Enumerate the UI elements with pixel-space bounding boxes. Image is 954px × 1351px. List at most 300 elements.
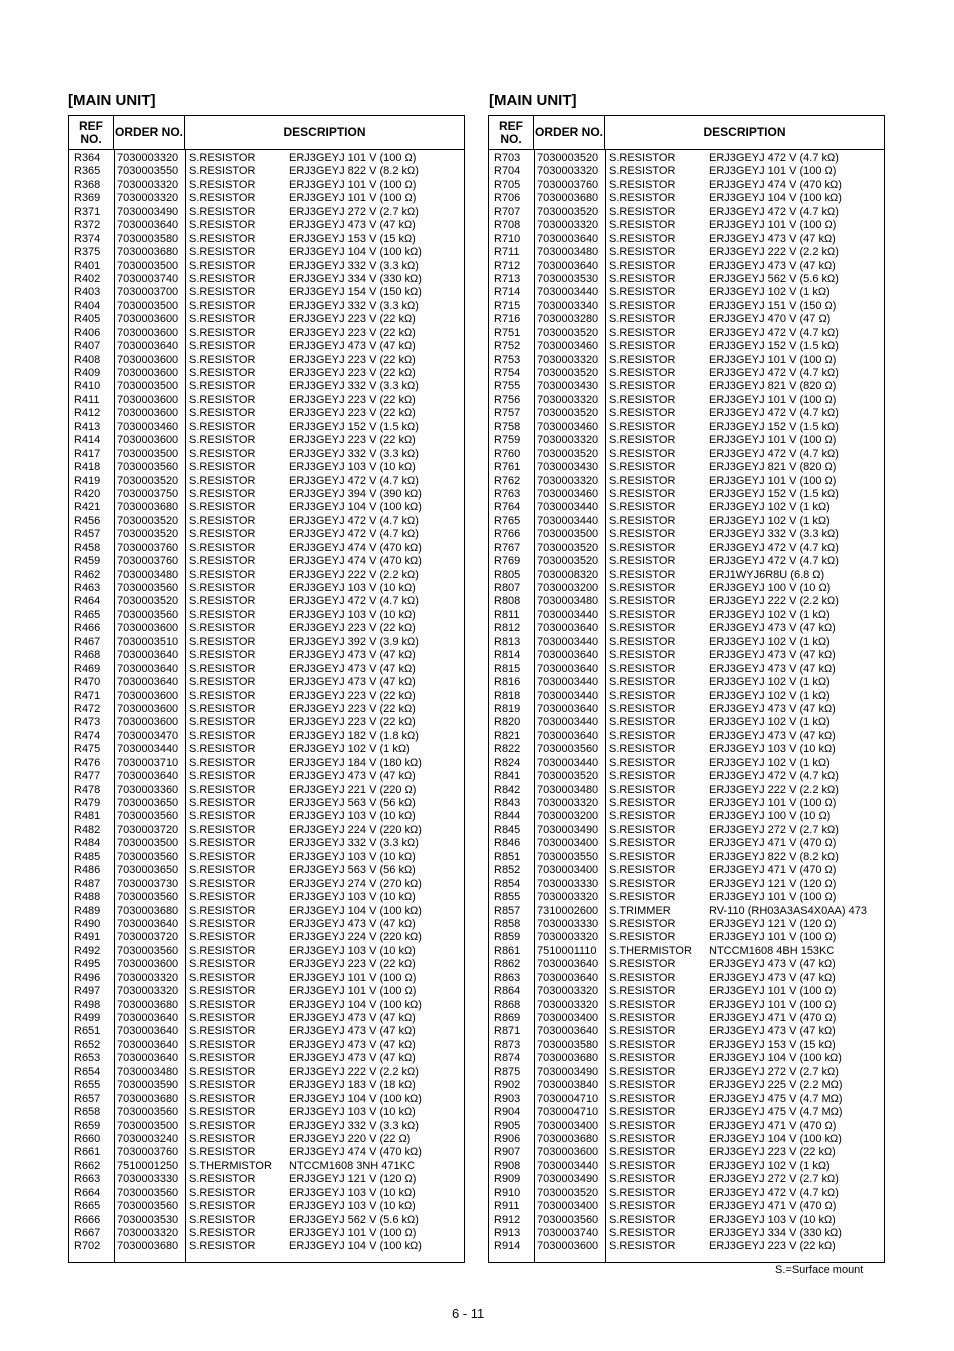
part-spec: ERJ3GEYJ 272 V (2.7 kΩ) [289,205,419,218]
ref-no: R476 [74,756,101,769]
parts-table-left [68,115,465,1263]
ref-no: R820 [494,716,521,729]
ref-no: R403 [74,286,101,299]
table-row [489,1173,884,1186]
part-spec: ERJ3GEYJ 223 V (22 kΩ) [709,1146,836,1159]
part-type: S.RESISTOR [609,622,676,635]
table-row [489,757,884,770]
part-spec: ERJ3GEYJ 473 V (47 kΩ) [709,649,836,662]
part-spec: ERJ3GEYJ 475 V (4.7 MΩ) [709,1106,843,1119]
table-row [69,340,464,353]
ref-no: R661 [74,1146,101,1159]
table-row [69,380,464,393]
ref-no: R496 [74,971,101,984]
part-type: S.RESISTOR [189,635,256,648]
order-no: 7030003440 [537,1159,599,1172]
part-type: S.RESISTOR [189,931,256,944]
ref-no: R712 [494,259,521,272]
part-type: S.RESISTOR [609,917,676,930]
ref-no: R651 [74,1025,101,1038]
table-row [489,609,884,622]
order-no: 7030003730 [117,877,179,890]
part-spec: ERJ3GEYJ 101 V (100 Ω) [709,165,837,178]
part-type: S.RESISTOR [609,676,676,689]
order-no: 7030003320 [537,797,599,809]
part-spec: ERJ3GEYJ 472 V (4.7 kΩ) [709,770,839,783]
ref-no: R710 [494,232,521,245]
ref-no: R703 [494,152,521,164]
ref-no: R906 [494,1132,521,1145]
order-no: 7030003560 [117,1186,179,1199]
table-row [69,1240,464,1253]
part-spec: ERJ3GEYJ 472 V (4.7 kΩ) [709,326,839,339]
part-type: S.RESISTOR [189,461,256,474]
ref-no: R716 [494,313,521,326]
table-row [489,824,884,837]
part-spec: ERJ3GEYJ 472 V (4.7 kΩ) [709,1186,839,1199]
part-type: S.RESISTOR [189,1012,256,1024]
ref-no: R489 [74,904,101,917]
order-no: 7030003520 [117,474,179,487]
ref-no: R497 [74,985,101,998]
ref-no: R470 [74,676,101,689]
part-spec: ERJ3GEYJ 102 V (1 kΩ) [709,501,830,514]
part-type: S.RESISTOR [189,998,256,1011]
order-no: 7030003560 [537,743,599,756]
ref-no: R704 [494,165,521,178]
part-type: S.RESISTOR [189,595,256,608]
ref-no: R762 [494,474,521,487]
part-spec: ERJ3GEYJ 152 V (1.5 kΩ) [709,487,839,500]
table-row [489,286,884,299]
description-header: DESCRIPTION [703,125,786,139]
table-row [69,1120,464,1133]
table-row [69,878,464,891]
order-no: 7030003680 [537,1132,599,1145]
ref-no: R492 [74,944,101,957]
order-no: 7030003440 [537,608,599,621]
part-spec: ERJ3GEYJ 821 V (820 Ω) [709,380,837,393]
ref-no: R903 [494,1092,521,1105]
ref-no: R420 [74,487,101,500]
ref-no: R368 [74,178,101,191]
part-spec: ERJ3GEYJ 471 V (470 Ω) [709,1200,837,1213]
ref-no: R821 [494,729,521,742]
part-spec: ERJ3GEYJ 471 V (470 Ω) [709,1119,837,1132]
part-type: S.RESISTOR [189,1146,256,1159]
part-spec: ERJ3GEYJ 332 V (3.3 kΩ) [289,1119,419,1132]
table-row [489,380,884,393]
part-type: S.RESISTOR [609,1146,676,1159]
part-type: S.RESISTOR [189,367,256,379]
part-spec: ERJ3GEYJ 473 V (47 kΩ) [289,676,416,689]
order-no: 7030003680 [117,1240,179,1253]
part-spec: ERJ3GEYJ 104 V (100 kΩ) [709,1052,842,1065]
table-row [69,676,464,689]
ref-no: R863 [494,971,521,984]
part-spec: ERJ3GEYJ 473 V (47 kΩ) [289,917,416,930]
table-row [489,313,884,326]
part-type: S.RESISTOR [609,756,676,769]
order-no: 7510001250 [117,1159,179,1172]
order-no: 7030003530 [537,272,599,285]
ref-no: R844 [494,810,521,823]
part-type: S.RESISTOR [189,662,256,675]
part-type: S.RESISTOR [609,380,676,393]
table-row [489,300,884,313]
ref-no: R864 [494,985,521,998]
table-row [489,475,884,488]
ref-no: R754 [494,367,521,379]
table-row [69,179,464,192]
part-type: S.RESISTOR [609,165,676,178]
order-no: 7030003560 [117,850,179,863]
part-spec: ERJ3GEYJ 472 V (4.7 kΩ) [289,474,419,487]
order-no: 7030003700 [117,286,179,299]
order-no: 7030003680 [117,501,179,514]
part-type: S.RESISTOR [189,917,256,930]
part-spec: ERJ3GEYJ 223 V (22 kΩ) [289,702,416,715]
order-no: 7030003440 [537,756,599,769]
table-row [69,891,464,904]
table-row [489,501,884,514]
table-row [489,931,884,944]
order-no: 7030003640 [117,1012,179,1024]
order-no: 7030003460 [117,420,179,433]
ref-no: R484 [74,837,101,850]
order-no: 7030003680 [117,246,179,259]
part-type: S.RESISTOR [609,1025,676,1038]
part-spec: ERJ3GEYJ 474 V (470 kΩ) [709,178,842,191]
order-no: 7030003500 [117,1119,179,1132]
order-no: 7030003430 [537,461,599,474]
table-row [489,233,884,246]
table-row [69,1214,464,1227]
part-spec: ERJ3GEYJ 222 V (2.2 kΩ) [289,568,419,581]
order-no: 7030003750 [117,487,179,500]
table-row [69,354,464,367]
order-no: 7030003600 [117,353,179,366]
part-spec: ERJ3GEYJ 102 V (1 kΩ) [709,514,830,527]
table-row [489,784,884,797]
part-spec: ERJ3GEYJ 563 V (56 kΩ) [289,797,416,809]
ref-no: R477 [74,770,101,783]
part-spec: ERJ3GEYJ 821 V (820 Ω) [709,461,837,474]
order-no: 7030003740 [117,272,179,285]
part-spec: ERJ3GEYJ 100 V (10 Ω) [709,582,831,594]
table-row [489,743,884,756]
order-no: 7030003500 [117,837,179,850]
ref-no: R372 [74,219,101,232]
part-spec: ERJ3GEYJ 473 V (47 kΩ) [709,958,836,971]
part-type: S.RESISTOR [189,756,256,769]
ref-no: R665 [74,1200,101,1213]
part-spec: ERJ3GEYJ 332 V (3.3 kΩ) [289,380,419,393]
part-spec: ERJ3GEYJ 223 V (22 kΩ) [289,407,416,420]
order-no: 7030003320 [537,434,599,447]
part-type: S.RESISTOR [609,272,676,285]
ref-no: R472 [74,702,101,715]
part-type: S.RESISTOR [189,985,256,998]
part-spec: ERJ3GEYJ 103 V (10 kΩ) [289,891,416,904]
table-row [489,1093,884,1106]
part-spec: ERJ3GEYJ 100 V (10 Ω) [709,810,831,823]
part-type: S.RESISTOR [609,1227,676,1239]
ref-no: R707 [494,205,521,218]
part-spec: ERJ3GEYJ 474 V (470 kΩ) [289,555,422,568]
part-type: S.RESISTOR [609,1092,676,1105]
order-no: 7030003520 [117,595,179,608]
part-spec: ERJ3GEYJ 222 V (2.2 kΩ) [289,1065,419,1078]
part-type: S.RESISTOR [609,864,676,877]
table-row [489,542,884,555]
table-row [69,421,464,434]
part-spec: ERJ3GEYJ 222 V (2.2 kΩ) [709,246,839,259]
part-type: S.RESISTOR [189,783,256,796]
part-spec: ERJ3GEYJ 473 V (47 kΩ) [709,662,836,675]
part-spec: ERJ3GEYJ 473 V (47 kΩ) [709,729,836,742]
part-spec: ERJ3GEYJ 153 V (15 kΩ) [709,1038,836,1051]
part-spec: ERJ3GEYJ 332 V (3.3 kΩ) [289,259,419,272]
order-no: 7030003510 [117,635,179,648]
order-no: 7030003490 [537,1065,599,1078]
table-row [69,273,464,286]
part-type: S.RESISTOR [609,1065,676,1078]
ref-no: R409 [74,367,101,379]
part-type: S.RESISTOR [609,447,676,460]
order-no: 7030003600 [537,1240,599,1253]
order-no: 7030003640 [537,958,599,971]
table-row [69,300,464,313]
ref-no: R658 [74,1106,101,1119]
ref-no: R374 [74,232,101,245]
order-no: 7030003640 [537,729,599,742]
part-spec: ERJ3GEYJ 473 V (47 kΩ) [289,1052,416,1065]
ref-no: R498 [74,998,101,1011]
part-type: S.RESISTOR [189,353,256,366]
part-spec: ERJ3GEYJ 332 V (3.3 kΩ) [709,528,839,541]
part-type: S.TRIMMER [609,904,671,917]
order-no: 7030003560 [117,891,179,904]
part-spec: ERJ3GEYJ 473 V (47 kΩ) [289,1038,416,1051]
part-spec: ERJ3GEYJ 474 V (470 kΩ) [289,1146,422,1159]
part-type: S.RESISTOR [189,1079,256,1092]
part-type: S.RESISTOR [609,608,676,621]
order-no: 7030003460 [537,487,599,500]
order-no: 7030003560 [117,1200,179,1213]
ref-no: R756 [494,393,521,406]
table-row [69,985,464,998]
part-type: S.RESISTOR [189,165,256,178]
table-row [489,810,884,823]
part-spec: ERJ3GEYJ 392 V (3.9 kΩ) [289,635,419,648]
table-row [69,569,464,582]
part-spec: ERJ3GEYJ 102 V (1 kΩ) [709,635,830,648]
part-type: S.RESISTOR [189,299,256,312]
ref-no: R487 [74,877,101,890]
part-type: S.RESISTOR [609,326,676,339]
part-spec: ERJ3GEYJ 272 V (2.7 kΩ) [709,1065,839,1078]
table-row [489,636,884,649]
ref-no: R652 [74,1038,101,1051]
ref-no: R371 [74,205,101,218]
ref-no: R764 [494,501,521,514]
order-no: 7030003320 [117,1227,179,1239]
part-spec: ERJ1WYJ6R8U (6.8 Ω) [709,568,825,581]
part-spec: ERJ3GEYJ 121 V (120 Ω) [709,917,837,930]
table-row [489,1012,884,1025]
part-type: S.RESISTOR [609,891,676,904]
table-body [489,150,884,1262]
table-row [489,716,884,729]
part-type: S.RESISTOR [189,622,256,635]
ref-no: R713 [494,272,521,285]
ref-no: R753 [494,353,521,366]
part-type: S.RESISTOR [189,286,256,299]
part-type: S.RESISTOR [609,1052,676,1065]
part-type: S.RESISTOR [189,152,256,164]
table-row [69,905,464,918]
order-no: 7030003560 [117,582,179,594]
part-spec: ERJ3GEYJ 101 V (100 Ω) [289,985,417,998]
order-no: 7030003440 [537,286,599,299]
table-row [69,837,464,850]
order-no: 7030003640 [117,1025,179,1038]
table-row [69,824,464,837]
ref-no: R715 [494,299,521,312]
ref-no: R815 [494,662,521,675]
part-spec: ERJ3GEYJ 104 V (100 kΩ) [709,1132,842,1145]
ref-no: R873 [494,1038,521,1051]
order-no: 7030003500 [117,380,179,393]
table-row [489,891,884,904]
part-type: S.RESISTOR [609,487,676,500]
table-row [489,192,884,205]
part-spec: ERJ3GEYJ 121 V (120 Ω) [709,877,837,890]
part-type: S.RESISTOR [609,783,676,796]
table-row [69,690,464,703]
ref-no: R468 [74,649,101,662]
ref-no: R805 [494,568,521,581]
part-type: S.RESISTOR [189,837,256,850]
ref-no: R814 [494,649,521,662]
table-row [489,864,884,877]
table-row [69,1133,464,1146]
part-spec: ERJ3GEYJ 223 V (22 kΩ) [289,689,416,702]
order-no: 7030003640 [117,340,179,353]
part-type: S.RESISTOR [609,1186,676,1199]
order-no: 7030003320 [537,998,599,1011]
table-row [489,421,884,434]
table-row [69,797,464,810]
ref-no: R910 [494,1186,521,1199]
part-type: S.RESISTOR [189,313,256,326]
order-no: 7030003600 [117,326,179,339]
ref-no: R752 [494,340,521,353]
ref-no: R495 [74,958,101,971]
part-spec: ERJ3GEYJ 183 V (18 kΩ) [289,1079,416,1092]
table-row [69,972,464,985]
part-type: S.RESISTOR [609,259,676,272]
table-row [69,528,464,541]
order-no: 7030003520 [537,555,599,568]
part-type: S.RESISTOR [189,1227,256,1239]
part-spec: ERJ3GEYJ 223 V (22 kΩ) [289,434,416,447]
part-spec: ERJ3GEYJ 103 V (10 kΩ) [289,850,416,863]
part-spec: NTCCM1608 3NH 471KC [289,1159,415,1172]
part-type: S.RESISTOR [609,1106,676,1119]
part-spec: ERJ3GEYJ 473 V (47 kΩ) [709,259,836,272]
part-type: S.RESISTOR [189,232,256,245]
part-type: S.RESISTOR [189,582,256,594]
table-row [69,770,464,783]
part-type: S.RESISTOR [609,931,676,944]
part-type: S.RESISTOR [609,958,676,971]
part-spec: ERJ3GEYJ 471 V (470 Ω) [709,864,837,877]
table-row [489,958,884,971]
table-row [69,313,464,326]
part-spec: ERJ3GEYJ 223 V (22 kΩ) [289,353,416,366]
order-no: 7030003640 [117,649,179,662]
part-spec: ERJ3GEYJ 223 V (22 kΩ) [289,393,416,406]
ref-no: R759 [494,434,521,447]
table-row [69,1039,464,1052]
part-type: S.RESISTOR [609,555,676,568]
part-type: S.RESISTOR [609,662,676,675]
table-row [69,434,464,447]
ref-no: R459 [74,555,101,568]
part-type: S.RESISTOR [189,729,256,742]
table-row [489,1146,884,1159]
ref-no: R407 [74,340,101,353]
part-type: S.RESISTOR [189,743,256,756]
order-no: 7030003400 [537,1012,599,1024]
table-row [69,1146,464,1159]
order-no: 7030003460 [537,340,599,353]
ref-no: R902 [494,1079,521,1092]
ref-no: R419 [74,474,101,487]
order-no: 7030003600 [117,393,179,406]
ref-no: R913 [494,1227,521,1239]
table-row [69,1187,464,1200]
part-type: S.RESISTOR [189,420,256,433]
part-type: S.RESISTOR [189,1240,256,1253]
part-spec: ERJ3GEYJ 101 V (100 Ω) [709,891,837,904]
part-spec: ERJ3GEYJ 272 V (2.7 kΩ) [709,823,839,836]
part-spec: ERJ3GEYJ 104 V (100 kΩ) [709,192,842,205]
part-type: S.RESISTOR [189,823,256,836]
ref-no: R845 [494,823,521,836]
part-spec: ERJ3GEYJ 475 V (4.7 MΩ) [709,1092,843,1105]
ref-no: R405 [74,313,101,326]
part-spec: ERJ3GEYJ 182 V (1.8 kΩ) [289,729,419,742]
table-rows [489,150,884,1254]
part-type: S.RESISTOR [189,689,256,702]
part-type: S.RESISTOR [189,434,256,447]
order-no: 7030003760 [117,555,179,568]
table-row [489,663,884,676]
order-no: 7030003400 [537,1119,599,1132]
ref-no: R667 [74,1227,101,1239]
table-row [69,784,464,797]
table-row [69,1173,464,1186]
order-no: 7030003400 [537,837,599,850]
part-spec: ERJ3GEYJ 472 V (4.7 kΩ) [709,152,839,164]
order-no: 7030003640 [537,1025,599,1038]
part-type: S.RESISTOR [609,1159,676,1172]
order-no: 7030003490 [117,205,179,218]
ref-no: R463 [74,582,101,594]
